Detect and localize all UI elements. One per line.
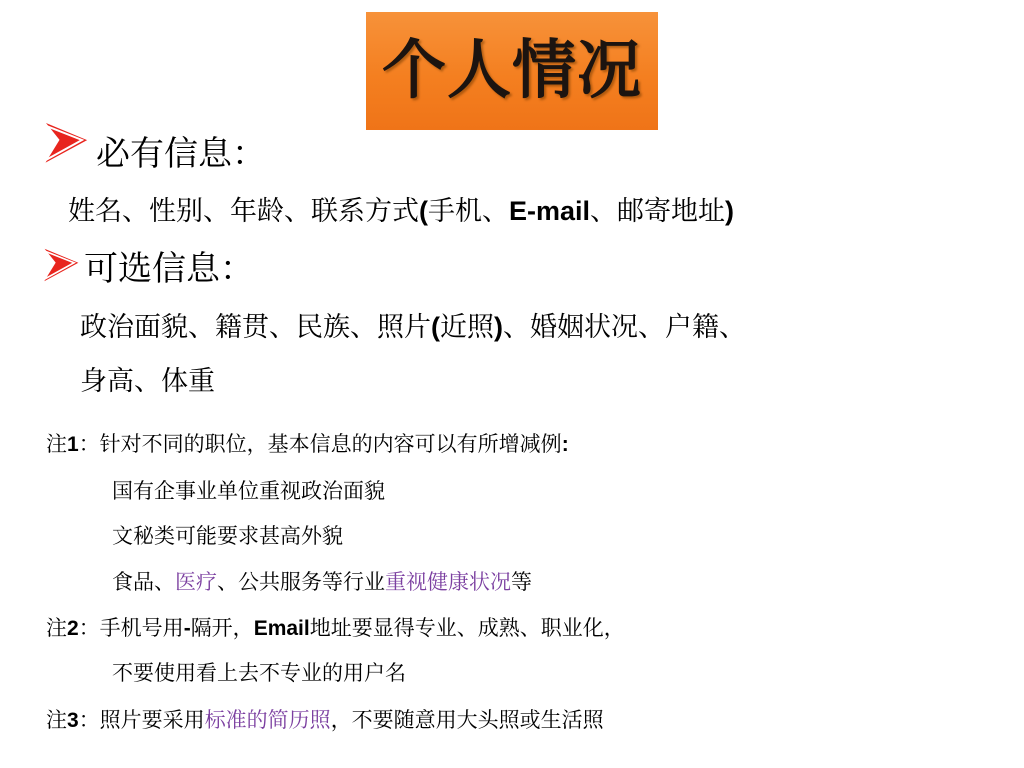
- note-prefix: 注: [46, 708, 67, 732]
- required-items-text: 姓名、性别、年龄、联系方式: [68, 196, 419, 227]
- note-text: 隔开，: [190, 616, 254, 640]
- email-label: Email: [253, 617, 310, 640]
- note-text: 、公共服务等行业: [217, 570, 385, 594]
- note-text: ：照片要采用: [78, 708, 205, 732]
- note-number: 1: [67, 433, 79, 456]
- note-1-example-1: 国有企事业单位重视政治面貌: [112, 479, 385, 503]
- note-prefix: 注: [46, 616, 67, 640]
- arrowhead-bullet-icon: [38, 116, 94, 172]
- highlight-text: 重视健康状况: [385, 570, 511, 594]
- optional-items-text: 近照: [440, 312, 494, 343]
- note-colon: :: [561, 433, 569, 456]
- note-prefix: 注: [46, 432, 67, 456]
- note-1-example-3: [112, 572, 532, 593]
- note-1: [46, 434, 569, 455]
- title-banner: [366, 12, 658, 130]
- note-1-example-2: 文秘类可能要求甚高外貌: [112, 524, 343, 548]
- close-paren: ): [725, 196, 735, 226]
- optional-info-heading: 可选信息：: [84, 249, 254, 289]
- close-paren: ): [494, 312, 503, 342]
- note-2: [46, 618, 625, 639]
- note-number: 3: [67, 709, 79, 732]
- required-items-text: 手机、: [428, 196, 509, 227]
- optional-items-text: 政治面貌、籍贯、民族、照片: [80, 312, 431, 343]
- note-text: 食品、: [112, 570, 175, 594]
- slide-title: 个人情况: [382, 34, 642, 108]
- note-number: 2: [67, 617, 79, 640]
- note-text: ：手机号用: [78, 616, 184, 640]
- note-text: 等: [511, 570, 532, 594]
- highlight-text: 医疗: [175, 570, 217, 594]
- optional-info-line-2: 身高、体重: [80, 366, 215, 397]
- open-paren: (: [431, 312, 440, 342]
- required-info-heading: 必有信息：: [96, 134, 266, 174]
- email-label: E-mail: [509, 196, 591, 226]
- note-2-sub: 不要使用看上去不专业的用户名: [112, 661, 406, 685]
- note-text: ：针对不同的职位，基本信息的内容可以有所增减例: [78, 432, 562, 456]
- note-text: ，不要随意用大头照或生活照: [330, 708, 604, 732]
- open-paren: (: [419, 196, 428, 226]
- arrowhead-bullet-icon: [38, 243, 84, 289]
- required-items-text: 、邮寄地址: [590, 196, 726, 227]
- dash-symbol: -: [183, 617, 191, 640]
- optional-info-line-1: [80, 314, 746, 341]
- note-3: [46, 710, 604, 731]
- highlight-text: 标准的简历照: [204, 708, 331, 732]
- note-text: 地址要显得专业、成熟、职业化，: [309, 616, 625, 640]
- required-info-items: [68, 198, 734, 225]
- optional-items-text: 、婚姻状况、户籍、: [503, 312, 746, 343]
